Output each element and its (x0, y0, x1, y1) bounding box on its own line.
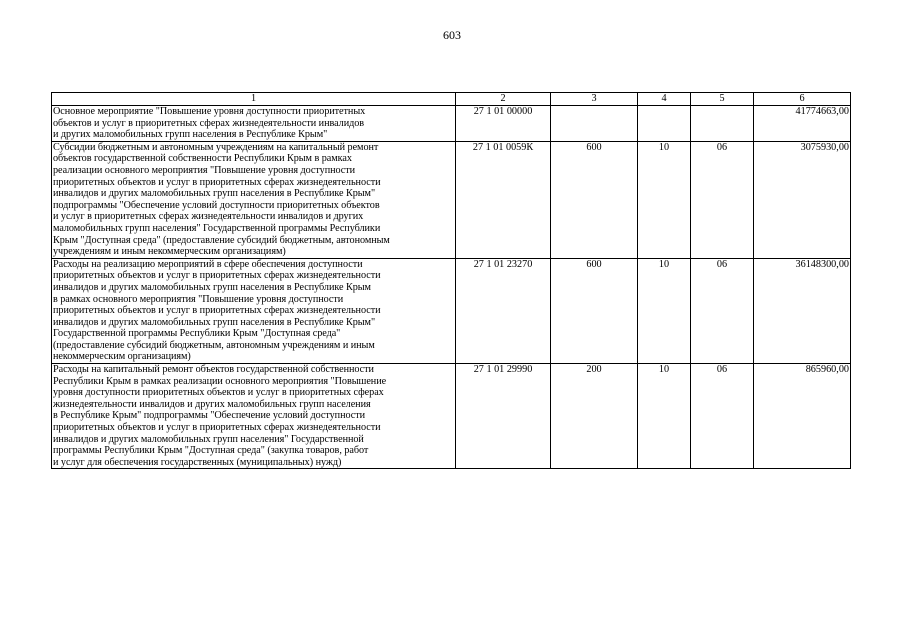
table-row (52, 141, 851, 258)
budget-table (51, 92, 851, 469)
table-header-row (52, 93, 851, 106)
row-amount: 36148300,00 (754, 258, 851, 363)
column-header-2: 2 (456, 93, 551, 106)
column-header-1: 1 (52, 93, 456, 106)
row-expense-type (551, 106, 638, 142)
row-expense-type: 600 (551, 141, 638, 258)
row-amount: 3075930,00 (754, 141, 851, 258)
column-header-4: 4 (638, 93, 691, 106)
table-row (52, 258, 851, 363)
row-target-code: 27 1 01 0059К (456, 141, 551, 258)
row-description: Основное мероприятие "Повышение уровня доступности приоритетных объектов и услуг в приоритетных сферах жизнедеятельности инвалидов и других маломобильных групп населения в Республике Крым" (52, 106, 456, 142)
row-expense-type: 200 (551, 364, 638, 469)
row-target-code: 27 1 01 29990 (456, 364, 551, 469)
row-subsection: 06 (691, 364, 754, 469)
row-amount: 41774663,00 (754, 106, 851, 142)
row-section: 10 (638, 258, 691, 363)
row-section (638, 106, 691, 142)
row-section: 10 (638, 141, 691, 258)
column-header-5: 5 (691, 93, 754, 106)
row-subsection (691, 106, 754, 142)
column-header-6: 6 (754, 93, 851, 106)
row-subsection: 06 (691, 258, 754, 363)
row-description: Расходы на капитальный ремонт объектов государственной собственности Республики Крым в рамках реализации основного мероприятия "Повышение уровня доступности приоритетных объектов и услуг в приоритетных сферах жизнедеятельности инвалидов и других маломобильных групп населения в Республике Крым" подпрограммы "Обеспечение условий доступности приоритетных объектов и услуг в приоритетных сферах жизнедеятельности инвалидов и других маломобильных групп населения" Государственной программы Республики Крым "Доступная среда" (закупка товаров, работ и услуг для обеспечения государственных (муниципальных) нужд) (52, 364, 456, 469)
table-row (52, 106, 851, 142)
row-section: 10 (638, 364, 691, 469)
table-row (52, 364, 851, 469)
column-header-3: 3 (551, 93, 638, 106)
page-number: 603 (443, 28, 461, 42)
row-subsection: 06 (691, 141, 754, 258)
row-amount: 865960,00 (754, 364, 851, 469)
row-expense-type: 600 (551, 258, 638, 363)
row-target-code: 27 1 01 23270 (456, 258, 551, 363)
row-description: Расходы на реализацию мероприятий в сфере обеспечения доступности приоритетных объектов и услуг в приоритетных сферах жизнедеятельности инвалидов и других маломобильных групп населения в Республике Крым в рамках основного мероприятия "Повышение уровня доступности приоритетных объектов и услуг в приоритетных сферах жизнедеятельности инвалидов и других маломобильных групп населения в Республике Крым" Государственной программы Республики Крым "Доступная среда" (предоставление субсидий бюджетным, автономным учреждениям и иным некоммерческим организациям) (52, 258, 456, 363)
row-description: Субсидии бюджетным и автономным учреждениям на капитальный ремонт объектов государственной собственности Республики Крым в рамках реализации основного мероприятия "Повышение уровня доступности приоритетных объектов и услуг в приоритетных сферах жизнедеятельности инвалидов и других маломобильных групп населения в Республике Крым" подпрограммы "Обеспечение условий доступности приоритетных объектов и услуг в приоритетных сферах жизнедеятельности инвалидов и других маломобильных групп населения" Государственной программы Республики Крым "Доступная среда" (предоставление субсидий бюджетным, автономным учреждениям и иным некоммерческим организациям) (52, 141, 456, 258)
row-target-code: 27 1 01 00000 (456, 106, 551, 142)
